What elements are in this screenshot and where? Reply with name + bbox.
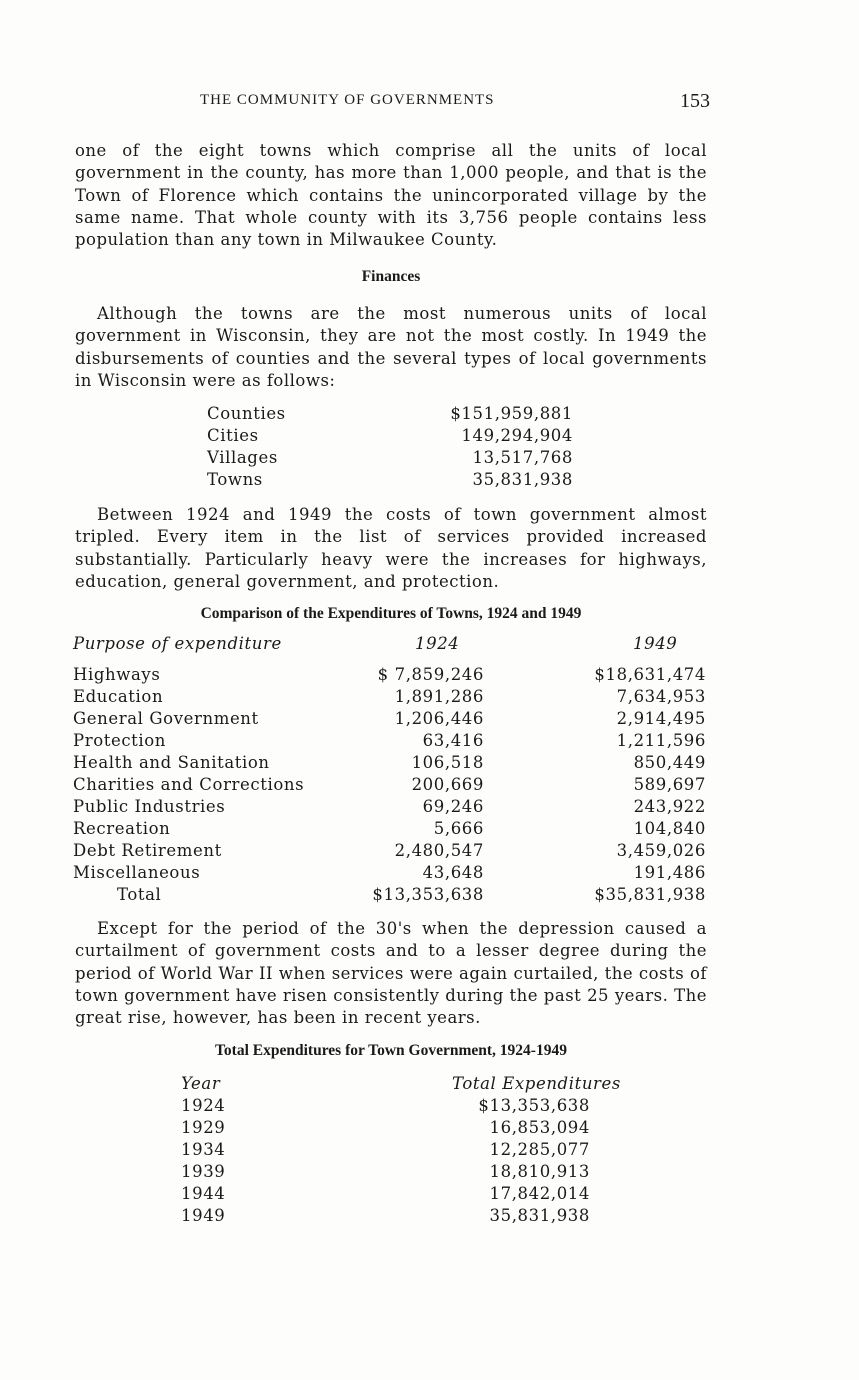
purpose-cell: Health and Sanitation [73,753,270,772]
total-label: Total [117,885,162,904]
value-1924-cell: $ 7,859,246 [377,665,484,684]
purpose-cell: Debt Retirement [73,841,222,860]
value-1949-cell: 104,840 [633,819,706,838]
running-head: THE COMMUNITY OF GOVERNMENTS [200,92,495,108]
comparison-header-row [0,634,859,656]
disbursement-unit: Cities [207,426,259,445]
header-total: Total Expenditures [452,1074,621,1093]
total-1924-cell: $13,353,638 [372,885,484,904]
table-row [0,687,859,709]
table-row [0,775,859,797]
disbursement-amount: $151,959,881 [450,404,573,423]
value-1949-cell: 589,697 [633,775,706,794]
paragraph-3: Between 1924 and 1949 the costs of town government almost tripled. Every item in the list of services provided increased substantially. Particularly heavy were the increases for highways, education, general government, and protection. [75,505,707,591]
total-1949-cell: $35,831,938 [594,885,706,904]
purpose-cell: Education [73,687,164,706]
table-row [0,863,859,885]
paragraph-2: Although the towns are the most numerous units of local government in Wisconsin, they are not the most costly. In 1949 the disbursements of counties and the several types of local governments in Wisconsin were as follows: [75,304,707,390]
year-cell: 1929 [181,1118,226,1137]
value-1924-cell: 200,669 [411,775,484,794]
disbursement-row [0,470,859,492]
disbursement-unit: Villages [207,448,278,467]
paragraph-1: one of the eight towns which comprise all the units of local government in the county, has more than 1,000 people, and that is the Town of Florence which contains the unincorporated village by the same name. That whole county with its 3,756 people contains less population than any town in Milwaukee County. [75,141,707,250]
table-row [0,797,859,819]
header-1924: 1924 [415,634,460,653]
table-row [0,709,859,731]
disbursement-unit: Counties [207,404,286,423]
disbursement-row [0,426,859,448]
value-1924-cell: 1,206,446 [394,709,484,728]
value-1949-cell: 7,634,953 [616,687,706,706]
year-cell: 1934 [181,1140,226,1159]
header-year: Year [181,1074,221,1093]
table-row [0,1162,859,1184]
year-cell: 1939 [181,1162,226,1181]
value-1924-cell: 2,480,547 [394,841,484,860]
table-row [0,1206,859,1228]
value-1924-cell: 5,666 [433,819,484,838]
totals-header-row [0,1074,859,1096]
total-cell: $13,353,638 [478,1096,590,1115]
purpose-cell: Public Industries [73,797,226,816]
year-cell: 1944 [181,1184,226,1203]
purpose-cell: Protection [73,731,167,750]
year-cell: 1924 [181,1096,226,1115]
purpose-cell: General Government [73,709,259,728]
total-cell: 35,831,938 [489,1206,590,1225]
table-row [0,1184,859,1206]
disbursement-row [0,404,859,426]
purpose-cell: Charities and Corrections [73,775,305,794]
page-number: 153 [680,90,710,112]
purpose-cell: Miscellaneous [73,863,201,882]
heading-comparison: Comparison of the Expenditures of Towns, 1924 and 1949 [200,605,582,622]
paragraph-4: Except for the period of the 30's when the depression caused a curtailment of government costs and to a lesser degree during the period of World War II when services were again curtailed, the costs of town government have risen consistently during the past 25 years. The great rise, however, has been in recent years. [75,919,707,1028]
page-header [75,92,710,116]
disbursement-amount: 13,517,768 [472,448,573,467]
disbursement-amount: 35,831,938 [472,470,573,489]
header-purpose: Purpose of expenditure [73,634,282,653]
heading-finances: Finances [361,268,421,285]
value-1949-cell: 3,459,026 [616,841,706,860]
value-1949-cell: $18,631,474 [594,665,706,684]
disbursement-row [0,448,859,470]
value-1924-cell: 1,891,286 [394,687,484,706]
table-row [0,665,859,687]
table-row [0,1118,859,1140]
value-1949-cell: 191,486 [633,863,706,882]
table-row [0,753,859,775]
table-row [0,819,859,841]
heading-total-expenditures: Total Expenditures for Town Government, 1924-1949 [215,1042,567,1059]
table-row [0,1096,859,1118]
value-1924-cell: 63,416 [422,731,484,750]
disbursement-amount: 149,294,904 [461,426,573,445]
total-cell: 16,853,094 [489,1118,590,1137]
table-row [0,731,859,753]
table-row [0,1140,859,1162]
header-1949: 1949 [633,634,678,653]
value-1924-cell: 106,518 [411,753,484,772]
total-cell: 12,285,077 [489,1140,590,1159]
total-cell: 18,810,913 [489,1162,590,1181]
table-total-row [0,885,859,907]
purpose-cell: Highways [73,665,161,684]
value-1949-cell: 1,211,596 [616,731,706,750]
value-1949-cell: 2,914,495 [616,709,706,728]
table-row [0,841,859,863]
value-1949-cell: 243,922 [633,797,706,816]
value-1949-cell: 850,449 [633,753,706,772]
year-cell: 1949 [181,1206,226,1225]
value-1924-cell: 69,246 [422,797,484,816]
total-cell: 17,842,014 [489,1184,590,1203]
value-1924-cell: 43,648 [422,863,484,882]
purpose-cell: Recreation [73,819,171,838]
disbursement-unit: Towns [207,470,263,489]
